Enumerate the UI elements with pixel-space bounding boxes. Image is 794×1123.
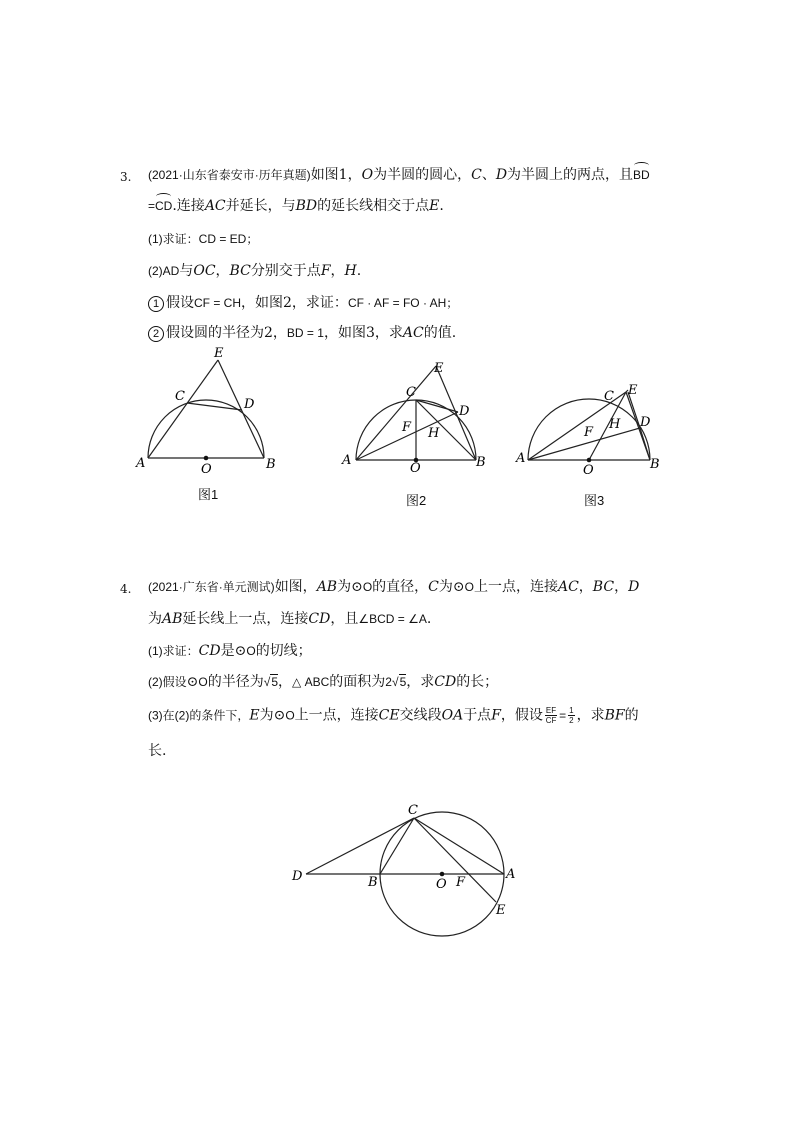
svg-text:E: E bbox=[628, 383, 638, 398]
q3-part-2: (2)AD与OC，BC分别交于点F，H. bbox=[148, 263, 362, 279]
svg-text:C: C bbox=[175, 389, 185, 404]
area-value: 2√5 bbox=[385, 675, 407, 689]
svg-text:B: B bbox=[650, 457, 660, 472]
arc-cd: CD bbox=[155, 199, 173, 213]
svg-text:B: B bbox=[368, 875, 378, 890]
svg-text:E: E bbox=[434, 361, 444, 376]
circled-number-one: 1 bbox=[148, 296, 164, 312]
circled-number-two: 2 bbox=[148, 326, 164, 342]
q3-subpart-1: 1 假设CF = CH，如图2，求证：CF · AF = FO · AH； bbox=[148, 294, 458, 312]
svg-text:F: F bbox=[402, 420, 412, 435]
svg-text:C: C bbox=[406, 385, 416, 400]
radius-sqrt-5: √5 bbox=[263, 675, 279, 689]
svg-text:H: H bbox=[428, 426, 440, 441]
figure-3-caption: 图3 bbox=[584, 493, 605, 508]
q4-part-3-cont: 长. bbox=[148, 743, 167, 759]
fraction-ef-cf: $\frac{EF}{CF}$ bbox=[545, 706, 557, 725]
svg-text:D: D bbox=[244, 397, 255, 412]
q4-part-3: (3)在(2)的条件下，E为⊙O上一点，连接CE交线段OA于点F，假设 $\frac{EF}{CF}$ = $\frac{1}{2}$ ，求BF的 bbox=[148, 706, 639, 725]
svg-text:D: D bbox=[292, 869, 303, 884]
svg-text:A: A bbox=[506, 867, 516, 882]
circle-symbol: ⊙ bbox=[351, 579, 363, 595]
svg-text:A: A bbox=[342, 453, 352, 468]
q4-stem-line-2: 为AB延长线上一点，连接CD，且∠BCD = ∠A. bbox=[148, 611, 432, 627]
svg-text:H: H bbox=[609, 417, 621, 432]
q3-subpart-2: 2 假设圆的半径为2，BD = 1，如图3，求AC的值. bbox=[148, 324, 456, 342]
figure-3-diagram bbox=[514, 378, 674, 478]
q3-stem-line-2: =CD.连接AC并延长，与BD的延长线相交于点E. bbox=[148, 198, 444, 214]
svg-text:A: A bbox=[136, 456, 146, 471]
q3-part-1: (1)求证：CD = ED； bbox=[148, 232, 259, 246]
q3-stem-line-1: (2021·山东省泰安市·历年真题)如图1，O为半圆的圆心，C、D为半圆上的两点，且BD bbox=[148, 167, 650, 183]
svg-text:O: O bbox=[410, 461, 421, 476]
svg-text:O: O bbox=[201, 462, 212, 477]
question-4-diagram bbox=[286, 800, 526, 940]
fraction-one-half: $\frac{1}{2}$ bbox=[569, 706, 574, 725]
svg-text:O: O bbox=[583, 463, 594, 478]
svg-text:O: O bbox=[436, 877, 447, 892]
svg-text:B: B bbox=[476, 455, 486, 470]
svg-text:B: B bbox=[266, 457, 276, 472]
figure-2-diagram bbox=[336, 352, 496, 480]
source-tag: (2021·广东省·单元测试) bbox=[148, 580, 275, 594]
question-number: 4. bbox=[120, 582, 132, 596]
q4-part-2: (2)假设⊙O的半径为√5，△ ABC的面积为2√5，求CD的长； bbox=[148, 674, 499, 690]
svg-text:D: D bbox=[640, 415, 651, 430]
svg-text:F: F bbox=[456, 875, 466, 890]
svg-text:F: F bbox=[584, 425, 594, 440]
arc-bd: BD bbox=[633, 168, 650, 182]
q4-part-1: (1)求证：CD是⊙O的切线； bbox=[148, 643, 312, 659]
figure-2-caption: 图2 bbox=[406, 493, 427, 508]
svg-text:E: E bbox=[214, 346, 224, 361]
svg-text:C: C bbox=[604, 389, 614, 404]
svg-text:C: C bbox=[408, 803, 418, 818]
q4-stem-line-1: (2021·广东省·单元测试)如图，AB为⊙O的直径，C为⊙O上一点，连接AC，BC，D bbox=[148, 579, 640, 595]
svg-text:E: E bbox=[496, 903, 506, 918]
svg-text:D: D bbox=[459, 404, 470, 419]
question-number: 3. bbox=[120, 170, 132, 184]
figure-1-diagram bbox=[130, 340, 290, 480]
source-tag: (2021·山东省泰安市·历年真题) bbox=[148, 168, 311, 182]
svg-text:A: A bbox=[516, 451, 526, 466]
figure-1-caption: 图1 bbox=[198, 487, 219, 502]
